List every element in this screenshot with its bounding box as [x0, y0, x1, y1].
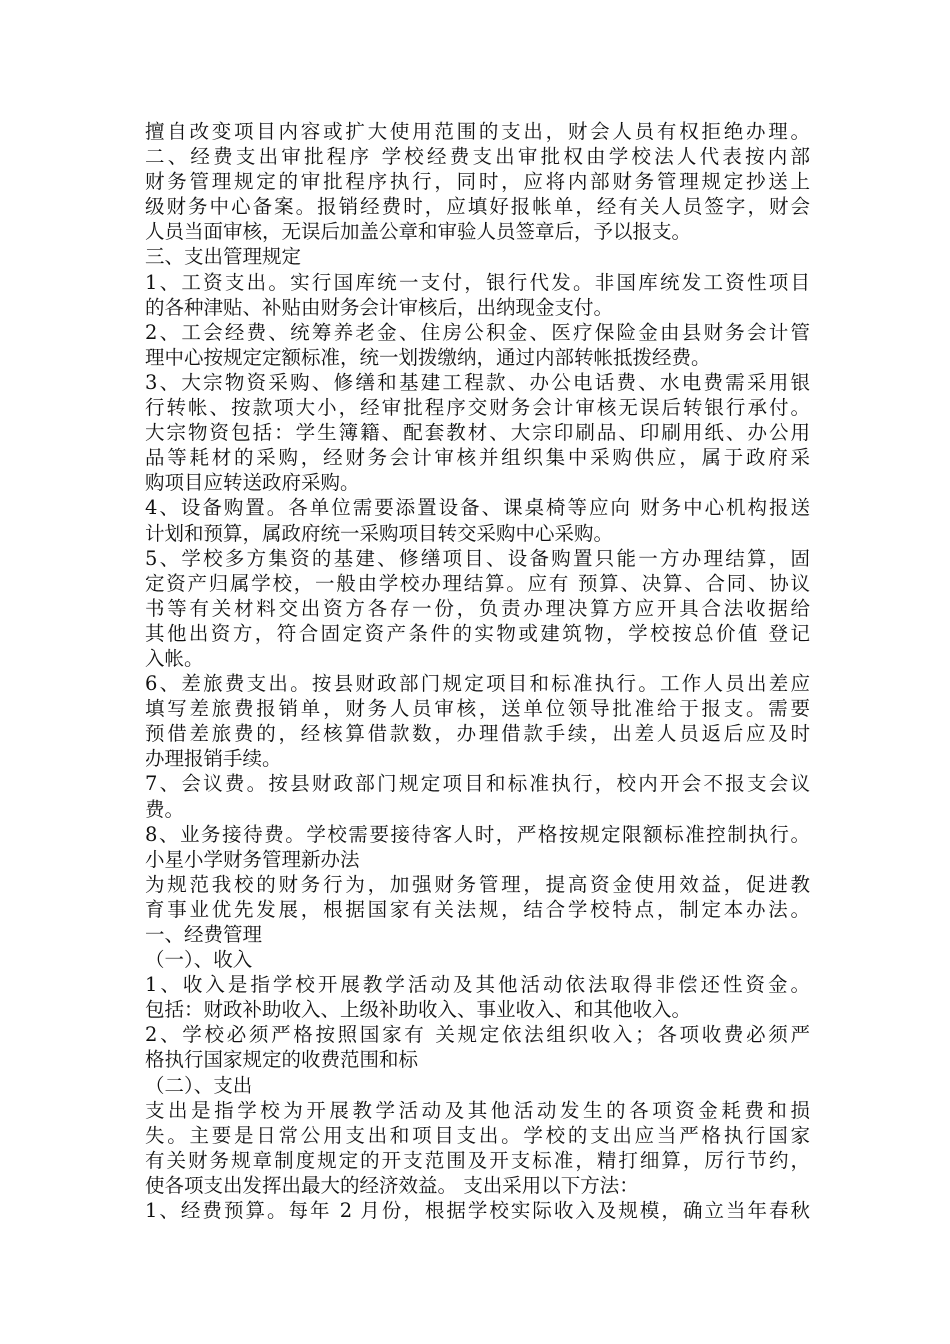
text-line: 包括：财政补助收入、上级补助收入、事业收入、和其他收入。	[145, 998, 692, 1022]
text-line: 办理报销手续。	[145, 747, 282, 771]
text-line: 失。主要是日常公用支出和项目支出。学校的支出应当严格执行国家	[145, 1123, 810, 1147]
section-heading: 三、支出管理规定	[145, 245, 302, 269]
text-line: 大宗物资包括：学生簿籍、配套教材、大宗印刷品、印刷用纸、办公用	[145, 421, 810, 445]
text-line: 使各项支出发挥出最大的经济效益。 支出采用以下方法：	[145, 1173, 639, 1197]
text-line: 理中心按规定定额标准，统一划拨缴纳，通过内部转帐抵拨经费。	[145, 345, 711, 369]
text-line: 级财务中心备案。报销经费时，应填好报帐单，经有关人员签字，财会	[145, 195, 810, 219]
subsection-heading: （一）、收入	[145, 948, 253, 972]
text-line: 1、经费预算。每年 2 月份，根据学校实际收入及规模，确立当年春秋	[145, 1199, 810, 1223]
text-line: 其他出资方，符合固定资产条件的实物或建筑物，学校按总价值 登记	[145, 621, 810, 645]
text-line: 行转帐、按款项大小，经审批程序交财务会计审核无误后转银行承付。	[145, 396, 810, 420]
text-line: 品等耗材的采购，经财务会计审核并组织集中采购供应，属于政府采	[145, 446, 810, 470]
text-line: 计划和预算，属政府统一采购项目转交采购中心采购。	[145, 521, 614, 545]
text-line: 8、业务接待费。学校需要接待客人时，严格按规定限额标准控制执行。	[145, 822, 810, 846]
document-title: 小星小学财务管理新办法	[145, 847, 360, 871]
document-body	[145, 119, 810, 1223]
text-line: 格执行国家规定的收费范围和标	[145, 1048, 419, 1072]
text-line: 擅自改变项目内容或扩大使用范围的支出，财会人员有权拒绝办理。	[145, 120, 810, 143]
subsection-heading: （二）、支出	[145, 1073, 253, 1097]
text-line: 费。	[145, 797, 185, 821]
text-line: 2、学校必须严格按照国家有 关规定依法组织收入；各项收费必须严	[145, 1023, 810, 1047]
text-line: 育事业优先发展，根据国家有关法规，结合学校特点，制定本办法。	[145, 897, 810, 921]
text-line: 1、收入是指学校开展教学活动及其他活动依法取得非偿还性资金。	[145, 973, 810, 997]
text-line: 书等有关材料交出资方各存一份，负责办理决算方应开具合法收据给	[145, 596, 810, 620]
text-line: 3、大宗物资采购、修缮和基建工程款、办公电话费、水电费需采用银	[145, 370, 810, 394]
text-line: 入帐。	[145, 646, 204, 670]
text-line: 购项目应转送政府采购。	[145, 471, 360, 495]
text-line: 填写差旅费报销单，财务人员审核，送单位领导批准给于报支。需要	[145, 697, 810, 721]
text-line: 预借差旅费的，经核算借款数，办理借款手续，出差人员返后应及时	[145, 722, 810, 746]
text-line: 有关财务规章制度规定的开支范围及开支标准，精打细算，厉行节约，	[145, 1148, 810, 1172]
text-line: 财务管理规定的审批程序执行，同时，应将内部财务管理规定抄送上	[145, 170, 810, 194]
text-line: 二、经费支出审批程序 学校经费支出审批权由学校法人代表按内部	[145, 145, 810, 169]
text-line: 5、学校多方集资的基建、修缮项目、设备购置只能一方办理结算，固	[145, 546, 810, 570]
text-line: 的各种津贴、补贴由财务会计审核后，出纳现金支付。	[145, 295, 614, 319]
text-line: 人员当面审核，无误后加盖公章和审验人员签章后，予以报支。	[145, 220, 692, 244]
text-line: 2、工会经费、统筹养老金、住房公积金、医疗保险金由县财务会计管	[145, 320, 810, 344]
text-line: 为规范我校的财务行为，加强财务管理，提高资金使用效益，促进教	[145, 872, 810, 896]
text-line: 7、会议费。按县财政部门规定项目和标准执行，校内开会不报支会议	[145, 772, 810, 796]
text-line: 1、工资支出。实行国库统一支付，银行代发。非国库统发工资性项目	[145, 270, 810, 294]
text-line: 4、设备购置。各单位需要添置设备、课桌椅等应向 财务中心机构报送	[145, 496, 810, 520]
text-line: 6、差旅费支出。按县财政部门规定项目和标准执行。工作人员出差应	[145, 672, 810, 696]
text-line: 定资产归属学校，一般由学校办理结算。应有 预算、决算、合同、协议	[145, 571, 810, 595]
text-line: 支出是指学校为开展教学活动及其他活动发生的各项资金耗费和损	[145, 1098, 810, 1122]
section-heading: 一、经费管理	[145, 923, 263, 946]
